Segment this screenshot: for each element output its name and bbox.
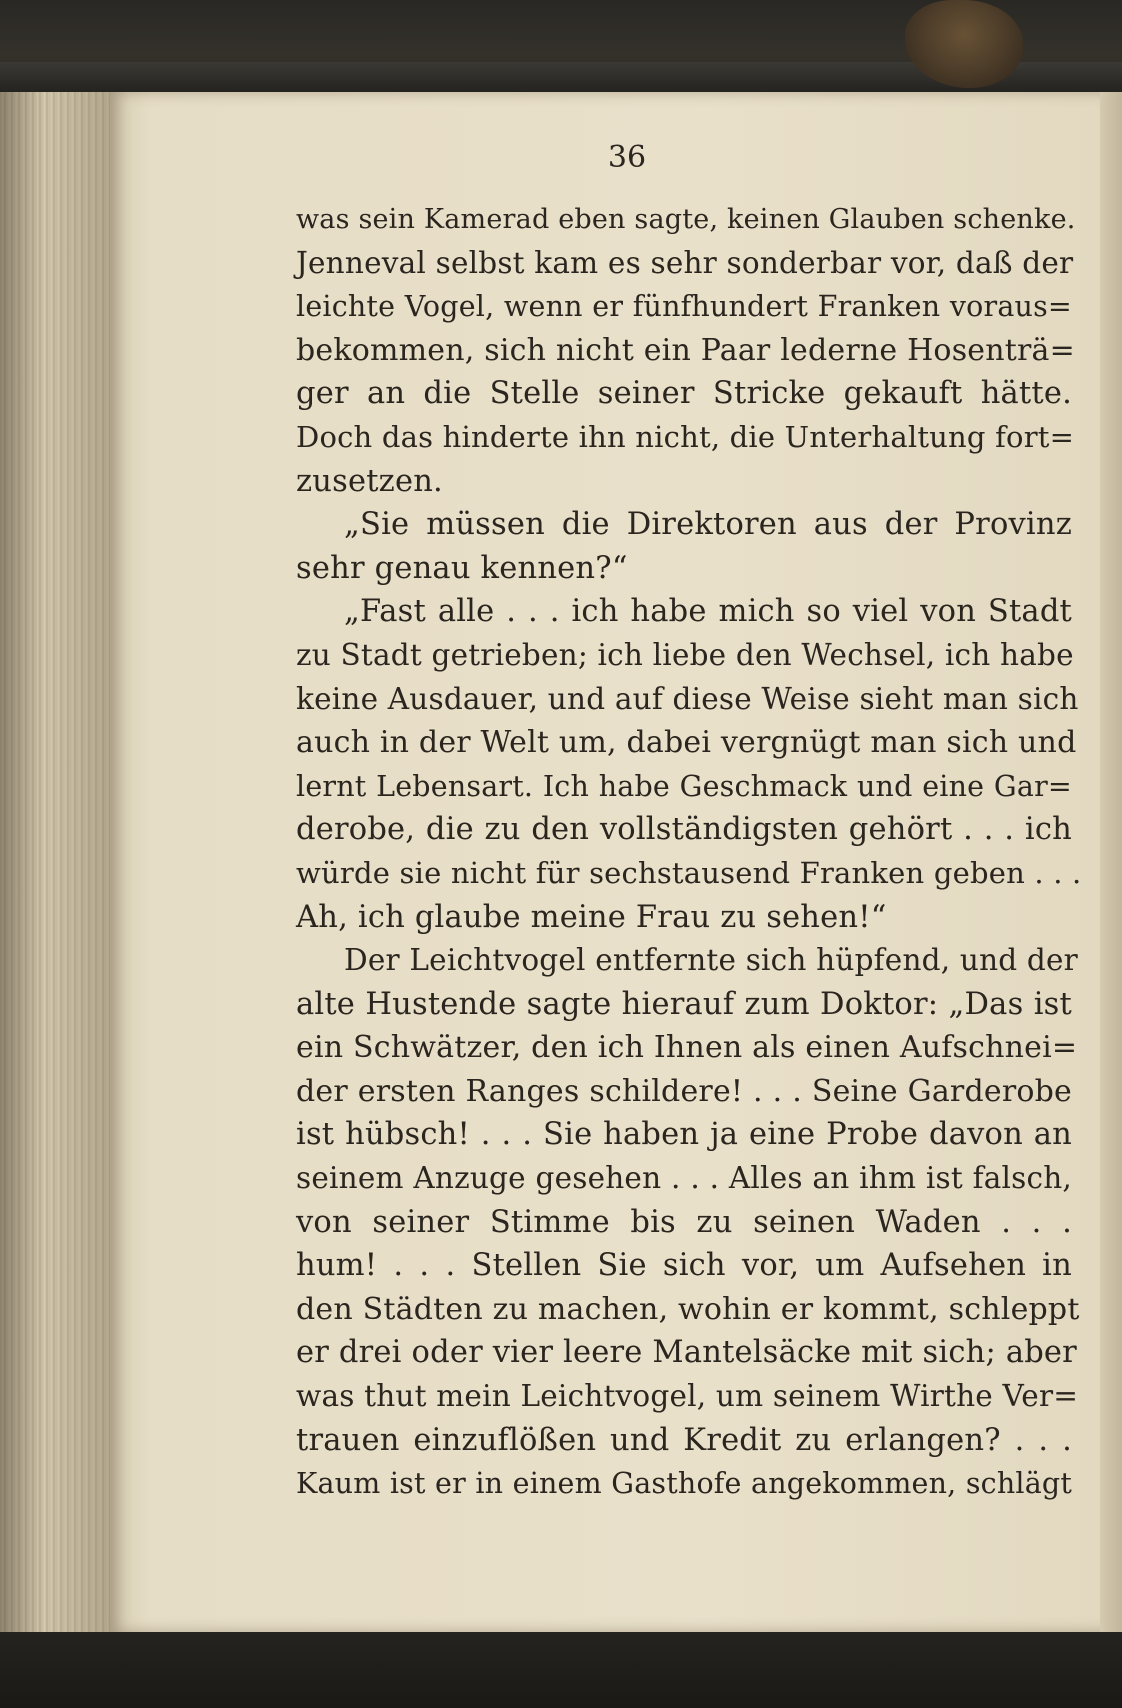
text-line: sehr genau kennen?“ xyxy=(296,550,628,586)
text-line: seinem Anzuge gesehen . . . Alles an ihm ist falsch, xyxy=(296,1161,1072,1196)
text-line: alte Hustende sagte hierauf zum Doktor: „Das ist xyxy=(296,986,1072,1022)
text-line: ein Schwätzer, den ich Ihnen als einen Aufschnei= xyxy=(296,1030,1078,1066)
text-line: trauen einzuflößen und Kredit zu erlangen? . . . xyxy=(296,1422,1072,1458)
text-line: was thut mein Leichtvogel, um seinem Wirthe Ver= xyxy=(296,1379,1079,1414)
text-line: ist hübsch! . . . Sie haben ja eine Probe davon an xyxy=(296,1117,1072,1153)
text-line: Doch das hinderte ihn nicht, die Unterhaltung fort= xyxy=(296,419,1075,454)
text-line: „Fast alle . . . ich habe mich so viel von Stadt xyxy=(344,594,1072,630)
page-stack-shadow xyxy=(0,92,110,1632)
text-line: auch in der Welt um, dabei vergnügt man sich und xyxy=(296,725,1077,761)
text-line: ger an die Stelle seiner Stricke gekauft hätte. xyxy=(296,376,1072,412)
text-line: hum! . . . Stellen Sie sich vor, um Aufsehen in xyxy=(296,1248,1072,1284)
text-line: Ah, ich glaube meine Frau zu sehen!“ xyxy=(296,899,887,935)
text-line: zusetzen. xyxy=(296,463,443,499)
text-line: von seiner Stimme bis zu seinen Waden . . . xyxy=(296,1204,1072,1240)
text-line: der ersten Ranges schildere! . . . Seine Garderobe xyxy=(296,1073,1072,1109)
text-line: Der Leichtvogel entfernte sich hüpfend, und der xyxy=(344,943,1078,978)
text-line: den Städten zu machen, wohin er kommt, schleppt xyxy=(296,1291,1080,1327)
text-line: derobe, die zu den vollständigsten gehört . . . ich xyxy=(296,812,1072,848)
text-line: lernt Lebensart. Ich habe Geschmack und eine Gar= xyxy=(296,769,1072,803)
text-line: zu Stadt getrieben; ich liebe den Wechsel, ich habe xyxy=(296,637,1074,672)
text-line: keine Ausdauer, und auf diese Weise sieht man sich xyxy=(296,681,1079,716)
page-right-edge xyxy=(1100,92,1122,1632)
text-line: „Sie müssen die Direktoren aus der Provinz xyxy=(344,507,1072,543)
text-line: würde sie nicht für sechstausend Franken geben . . . xyxy=(296,855,1082,890)
text-line: er drei oder vier leere Mantelsäcke mit sich; aber xyxy=(296,1335,1077,1371)
book-cover-bottom xyxy=(0,1632,1122,1708)
text-line: leichte Vogel, wenn er fünfhundert Franken voraus= xyxy=(296,290,1072,324)
page-number: 36 xyxy=(607,140,647,175)
text-line: Kaum ist er in einem Gasthofe angekommen, schlägt xyxy=(296,1467,1072,1501)
text-line: Jenneval selbst kam es sehr sonderbar vor, daß der xyxy=(296,245,1074,280)
body-text xyxy=(296,198,1082,1506)
text-line: was sein Kamerad eben sagte, keinen Glauben schenke. xyxy=(296,204,1076,235)
text-line: bekommen, sich nicht ein Paar lederne Hosenträ= xyxy=(296,332,1075,368)
